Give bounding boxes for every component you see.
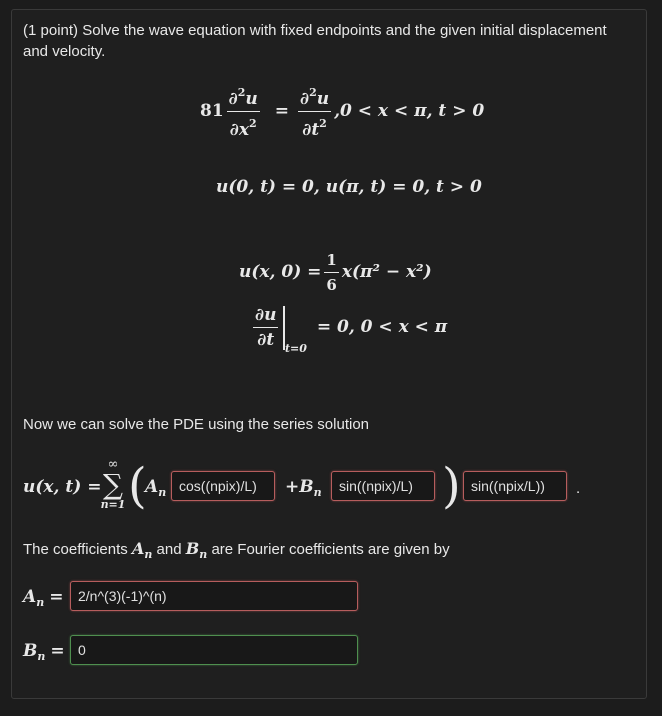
pde-equation: 81 $\frac{\partial^2u}{\partial x^2}$ = $\frac{\partial^2u}{\partial t^2}$ ,0 < x < π, t > 0 (200, 83, 484, 140)
initial-displacement (239, 250, 432, 295)
velocity-rhs: = 0, 0 < x < π (316, 317, 448, 337)
initial-rhs: x(π² − x²) (341, 262, 432, 282)
term-A-input[interactable]: cos((npix)/L) (171, 471, 275, 501)
initial-lhs: u(x, 0) = (239, 262, 322, 282)
coefficients-text: The coefficients $A_n$ and $B_n$ are Fourier coefficients are given by (23, 539, 450, 561)
sum-lower: n=1 (100, 498, 126, 511)
sum-upper: ∞ (107, 457, 119, 472)
outer-term-input[interactable]: sin((npix/L)) (463, 471, 567, 501)
pde-coefficient: 81 (200, 101, 224, 121)
initial-velocity: $\frac{\partial u}{\partial t}$ $_{t=0}$ = 0, 0 < x < π (255, 305, 448, 355)
initial-frac-den: 6 (326, 276, 337, 294)
series-lhs: u(x, t) = (23, 477, 102, 497)
problem-intro: (1 point) Solve the wave equation with fixed endpoints and the given initial displacement and velocity. (23, 22, 607, 60)
summation-symbol: ∞ ∑ n=1 (98, 459, 128, 511)
pde-domain: ,0 < x < π, t > 0 (334, 101, 485, 121)
velocity-subscript: t=0 (284, 342, 307, 355)
answer-A-input[interactable]: 2/n^(3)(-1)^(n) (70, 581, 358, 611)
boundary-conditions: u(0, t) = 0, u(π, t) = 0, t > 0 (216, 177, 482, 197)
answer-A-label: $A_n$ = (23, 587, 64, 609)
answer-B-input[interactable]: 0 (70, 635, 358, 665)
left-paren: ( (128, 458, 147, 514)
right-paren: ) (442, 458, 461, 514)
series-B-label: $+B_n$ (285, 477, 322, 499)
series-period: . (576, 480, 581, 497)
series-A-label: $A_n$ (145, 477, 167, 499)
initial-frac-num: 1 (324, 250, 338, 273)
term-B-input[interactable]: sin((npix)/L) (331, 471, 435, 501)
answer-B-label: $B_n$ = (23, 641, 65, 663)
series-intro-text: Now we can solve the PDE using the series solution (23, 416, 370, 433)
